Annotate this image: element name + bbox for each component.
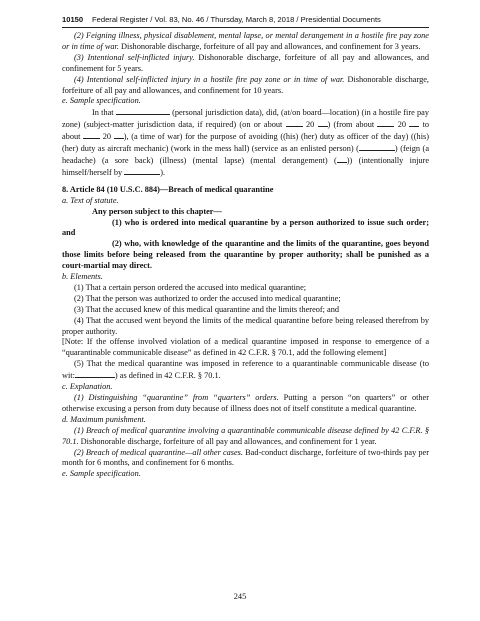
blank-line [409, 119, 419, 127]
punishment-label: d. Maximum punishment. [62, 414, 146, 424]
statute-clause-1: (1) who is ordered into medical quarantine by a person authorized to issue such order; and [62, 217, 429, 238]
element-1: (1) That a certain person ordered the accused into medical quarantine; [74, 282, 307, 292]
blank-line [124, 167, 160, 175]
element-2: (2) That the person was authorized to order the accused into medical quarantine; [74, 293, 341, 303]
sample-specification-text: In that (personal jurisdiction data), did, (at/on board—location) (in a hostile fire pay zone) (subject-matter jurisdiction data, if required) (on or about 20 ) (from about 20 to about 20 ), (a time of war) for the purpose of avoiding ((his) (her) duty as officer of the day) ((his) (her) duty as aircraft mechanic) (work in the mess hall) (service as an enlisted person) ( ) (feign (a headache) (a sore back) (illness) (mental lapse) (mental derangement) ( )) (intentionally injure himself/herself by ). [62, 108, 430, 177]
punishment-1: (1) Breach of medical quarantine involving a quarantinable communicable disease defined by 42 C.F.R. § 70.1. Dishonorable discharge, forfeiture of all pay and allowances, and confinement for 1 year. [62, 425, 429, 446]
statute-label: a. Text of statute. [62, 195, 119, 205]
paragraph-self-injury-war: (4) Intentional self-inflicted injury in a hostile fire pay zone or in time of war. Dishonorable discharge, forfeiture of all pay and allowances, and confinement for 10 years. [62, 74, 429, 95]
page-header [62, 14, 428, 26]
blank-line [75, 370, 115, 378]
blank-line [359, 143, 395, 151]
paragraph-self-injury: (3) Intentional self-inflicted injury. Dishonorable discharge, forfeiture of all pay and allowances, and confinement for 5 years. [62, 52, 430, 73]
header-rule [62, 27, 429, 28]
statute-intro: Any person subject to this chapter— [92, 206, 222, 216]
header-title: Federal Register / Vol. 83, No. 46 / Thursday, March 8, 2018 / Presidential Documents [92, 15, 381, 24]
blank-line [114, 131, 124, 139]
explanation-1: (1) Distinguishing “quarantine” from “quarters” orders. Putting a person “on quarters” or other otherwise excusing a person from duty because of illness does not of itself constitute a medical quarantine. [62, 393, 429, 413]
punishment-2: (2) Breach of medical quarantine—all other cases. Bad-conduct discharge, forfeiture of two-thirds pay per month for 6 months, and confinement for 6 months. [62, 447, 429, 468]
element-5: (5) That the medical quarantine was imposed in reference to a quarantinable communicable disease (to wit: ) as defined in 42 C.F.R. § 70.1. [62, 359, 429, 381]
blank-line [318, 119, 328, 127]
paragraph-feigning-war: (2) Feigning illness, physical disablement, mental lapse, or mental derangement in a hostile fire pay zone or in time of war. Dishonorable discharge, forfeiture of all pay and allowances, and confinement for 3 years. [62, 31, 429, 51]
sample-spec-label-2: e. Sample specification. [62, 469, 141, 479]
elements-label: b. Elements. [62, 272, 103, 282]
blank-line [286, 119, 303, 127]
blank-line [116, 107, 170, 115]
blank-line [83, 131, 100, 139]
sample-spec-label: e. Sample specification. [62, 96, 141, 106]
element-note: [Note: If the offense involved violation of a medical quarantine imposed in response to emergence of a “quarantinable communicable disease” as defined in 42 C.F.R. § 70.1, add the following element] [62, 337, 429, 358]
element-3: (3) That the accused knew of this medical quarantine and the limits thereof; and [74, 304, 340, 314]
statute-clause-2: (2) who, with knowledge of the quarantine and the limits of the quarantine, goes beyond those limits before being released from the quarantine by proper authority; shall be punished as a court-martial may direct. [62, 239, 429, 271]
element-4: (4) That the accused went beyond the limits of the medical quarantine before being released therefrom by proper authority. [62, 315, 429, 336]
blank-line [337, 155, 347, 163]
article-heading: 8. Article 84 (10 U.S.C. 884)—Breach of medical quarantine [62, 184, 274, 194]
explanation-label: c. Explanation. [62, 382, 113, 392]
header-page-number: 10150 [62, 15, 84, 24]
document-body [62, 31, 429, 480]
page-footer-number: 245 [233, 592, 247, 601]
blank-line [377, 119, 394, 127]
